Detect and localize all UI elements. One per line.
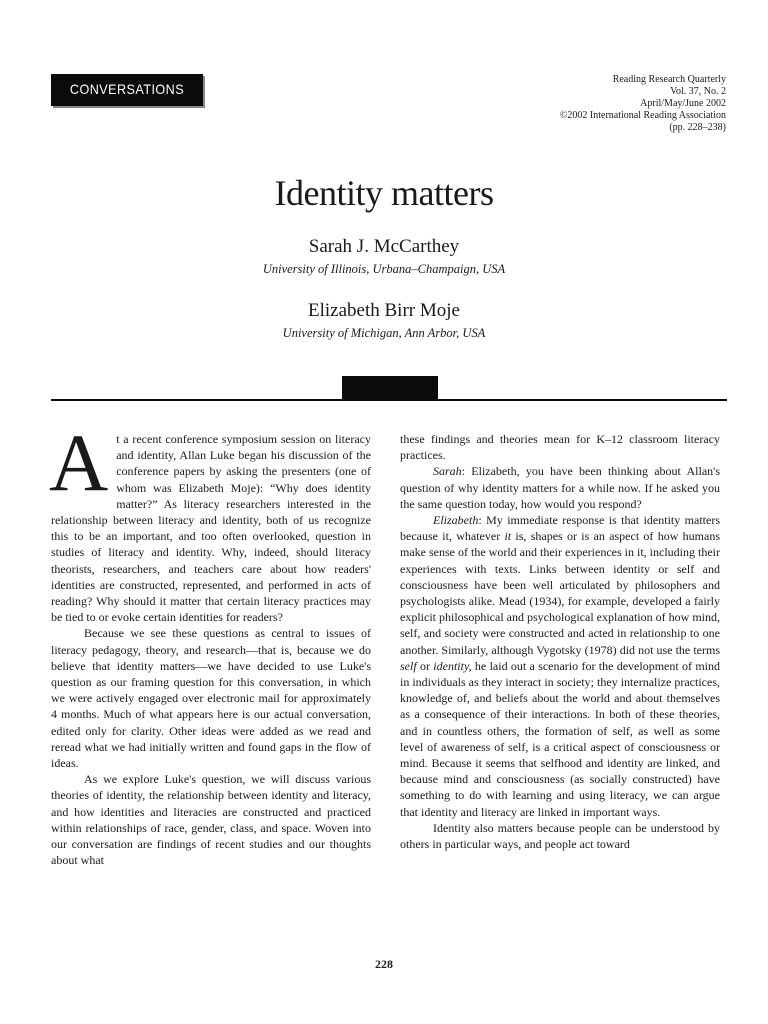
speaker-name: Sarah bbox=[433, 464, 462, 479]
section-badge bbox=[51, 74, 203, 106]
paragraph: these findings and theories mean for K–12 classroom literacy practices. bbox=[400, 432, 720, 463]
paragraph: Because we see these questions as central to issues of literacy pedagogy, theory, and research—that is, because we do believe that identity matters—we have decided to use Luke's question as our framing question for this conversation, in which we were actively engaged over electronic mail for approximately 4 months. Much of what appears here is our actual conversation, edited only for clarity. Other ideas were added as we read and reread what we had initially written and found gaps in the flow of ideas. bbox=[51, 626, 371, 771]
journal-volume: Vol. 37, No. 2 bbox=[670, 86, 726, 97]
drop-cap: A bbox=[49, 417, 109, 508]
text-column-right bbox=[400, 431, 720, 852]
paragraph: Identity also matters because people can be understood by others in particular ways, and people act toward bbox=[400, 820, 720, 852]
author-name: Sarah J. McCarthey bbox=[308, 236, 460, 257]
divider-block bbox=[342, 376, 438, 400]
paragraph: As we explore Luke's question, we will discuss various theories of identity, the relationship between identity and literacy, and how identities and literacies are constructed and practiced within relationships of race, gender, class, and space. Woven into our conversation are findings of recent studies and our thoughts about what bbox=[51, 772, 371, 868]
page-number: 228 bbox=[375, 957, 393, 971]
journal-date: April/May/June 2002 bbox=[640, 98, 726, 109]
section-badge-label: CONVERSATIONS bbox=[69, 81, 185, 97]
journal-name: Reading Research Quarterly bbox=[612, 74, 726, 85]
text-column-left bbox=[49, 417, 371, 868]
author-affiliation: University of Michigan, Ann Arbor, USA bbox=[282, 326, 486, 340]
author-affiliation: University of Illinois, Urbana–Champaign, USA bbox=[262, 262, 506, 276]
paragraph: At a recent conference symposium session on literacy and identity, Allan Luke began his discussion of the conference papers by asking the presenters (one of whom was Elizabeth Moje): “Why does identity matter?” As literacy researchers interested in the relationship between literacy and identity, both of us recognize this to be an important, and too often overlooked, question in studies of literacy and identity. Why, indeed, should literacy theorists, researchers, and teachers care about how readers' identities are constructed, represented, and performed in acts of reading? Why should it matter that certain literacy practices may be tied to or evoke certain identities for readers? bbox=[49, 417, 371, 625]
paragraph: Elizabeth: My immediate response is that identity matters because it, whatever it is, shapes or is an aspect of how humans make sense of the world and their experiences in it, including their experiences with texts. Links between identity or self and consciousness have been well articulated by philosophers and psychologists alike. Mead (1934), for example, developed a fairly explicit philosophical and psychological explanation of how mind, self, and society were constructed and acted in relationship to one another. Similarly, although Vygotsky (1978) did not use the terms self or identity, he laid out a scenario for the development of mind in individuals as they interact in society; they internalize practices, knowledge of, and beliefs about the world and about themselves as a consequence of their interactions. In both of these theories, and in countless others, the formation of self, as well as some level of awareness of self, is a critical aspect of consciousness or mind. Because it seems that selfhood and identity are linked, and because mind and consciousness (as socially constructed) have something to do with learning and using literacy, we can argue that identity and literacy are linked in important ways. bbox=[400, 513, 720, 819]
journal-pages: (pp. 228–238) bbox=[669, 122, 726, 133]
divider-rule bbox=[51, 399, 727, 401]
article-title: Identity matters bbox=[274, 173, 494, 213]
speaker-name: Elizabeth bbox=[433, 513, 479, 528]
author-name: Elizabeth Birr Moje bbox=[308, 300, 460, 321]
journal-copyright: ©2002 International Reading Association bbox=[559, 110, 726, 121]
paragraph: Sarah: Elizabeth, you have been thinking about Allan's question of why identity matters for a while now. If he asked you the same question today, how would you respond? bbox=[400, 464, 720, 511]
journal-info bbox=[560, 74, 726, 134]
